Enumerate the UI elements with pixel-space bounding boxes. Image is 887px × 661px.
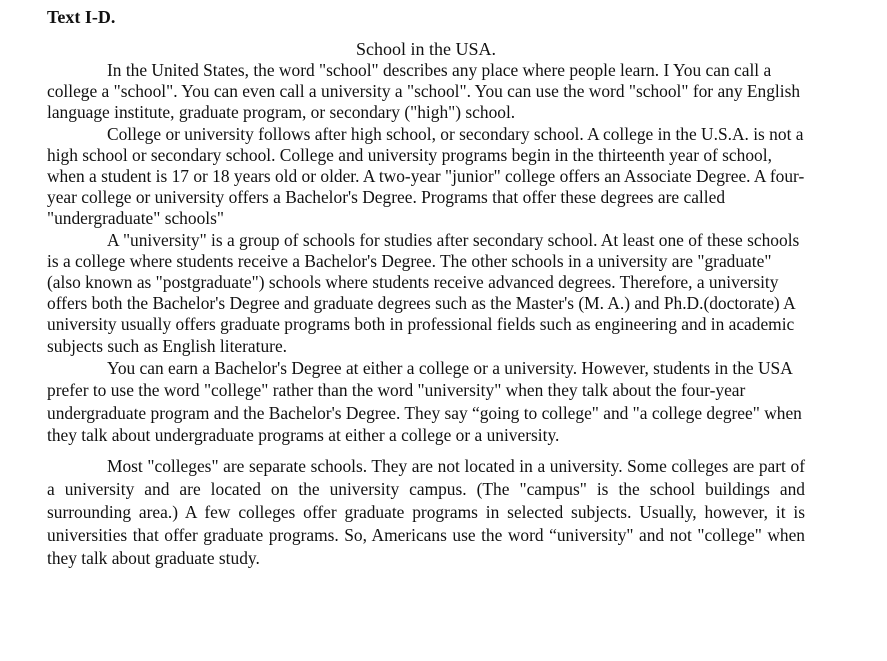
paragraph-4: You can earn a Bachelor's Degree at either a college or a university. However, students in the USA prefer to use the word "college" rather than the word "university" when they talk about the four-year undergraduate program and the Bachelor's Degree. They say “going to college" and "a college degree" when they talk about undergraduate programs at either a college or a university. [47, 357, 802, 446]
paragraph-1: In the United States, the word "school" describes any place where people learn. I You can call a college a "school". You can even call a university a "school". You can use the word "school" for any English language institute, graduate program, or secondary ("high") school. [47, 60, 801, 123]
paragraph-2: College or university follows after high school, or secondary school. A college in the U.S.A. is not a high school or secondary school. College and university programs begin in the thirteenth year of school, when a student is 17 or 18 years old or older. A two-year "junior" college offers an Associate Degree. A four-year college or university offers a Bachelor's Degree. Programs that offer these degrees are called "undergraduate" schools" [47, 123, 805, 229]
paragraph-5: Most "colleges" are separate schools. They are not located in a university. Some colleges are part of a university and are located on the university campus. (The "campus" is the school buildings and surrounding area.) A few colleges offer graduate programs in selected subjects. Usually, however, it is universities that offer graduate programs. So, Americans use the word “university" and not "college" when they talk about graduate study. [47, 455, 805, 568]
text-heading: Text I-D. [47, 7, 116, 27]
document-page [47, 6, 805, 570]
document-title: School in the USA. [355, 39, 496, 59]
paragraph-3: A "university" is a group of schools for studies after secondary school. At least one of these schools is a college where students receive a Bachelor's Degree. The other schools in a university are "graduate" (also known as "postgraduate") schools where students receive advanced degrees. Therefore, a university offers both the Bachelor's Degree and graduate degrees such as the Master's (M. A.) and Ph.D.(doctorate) A university usually offers graduate programs both in professional fields such as engineering and in academic subjects such as English literature. [47, 229, 800, 356]
